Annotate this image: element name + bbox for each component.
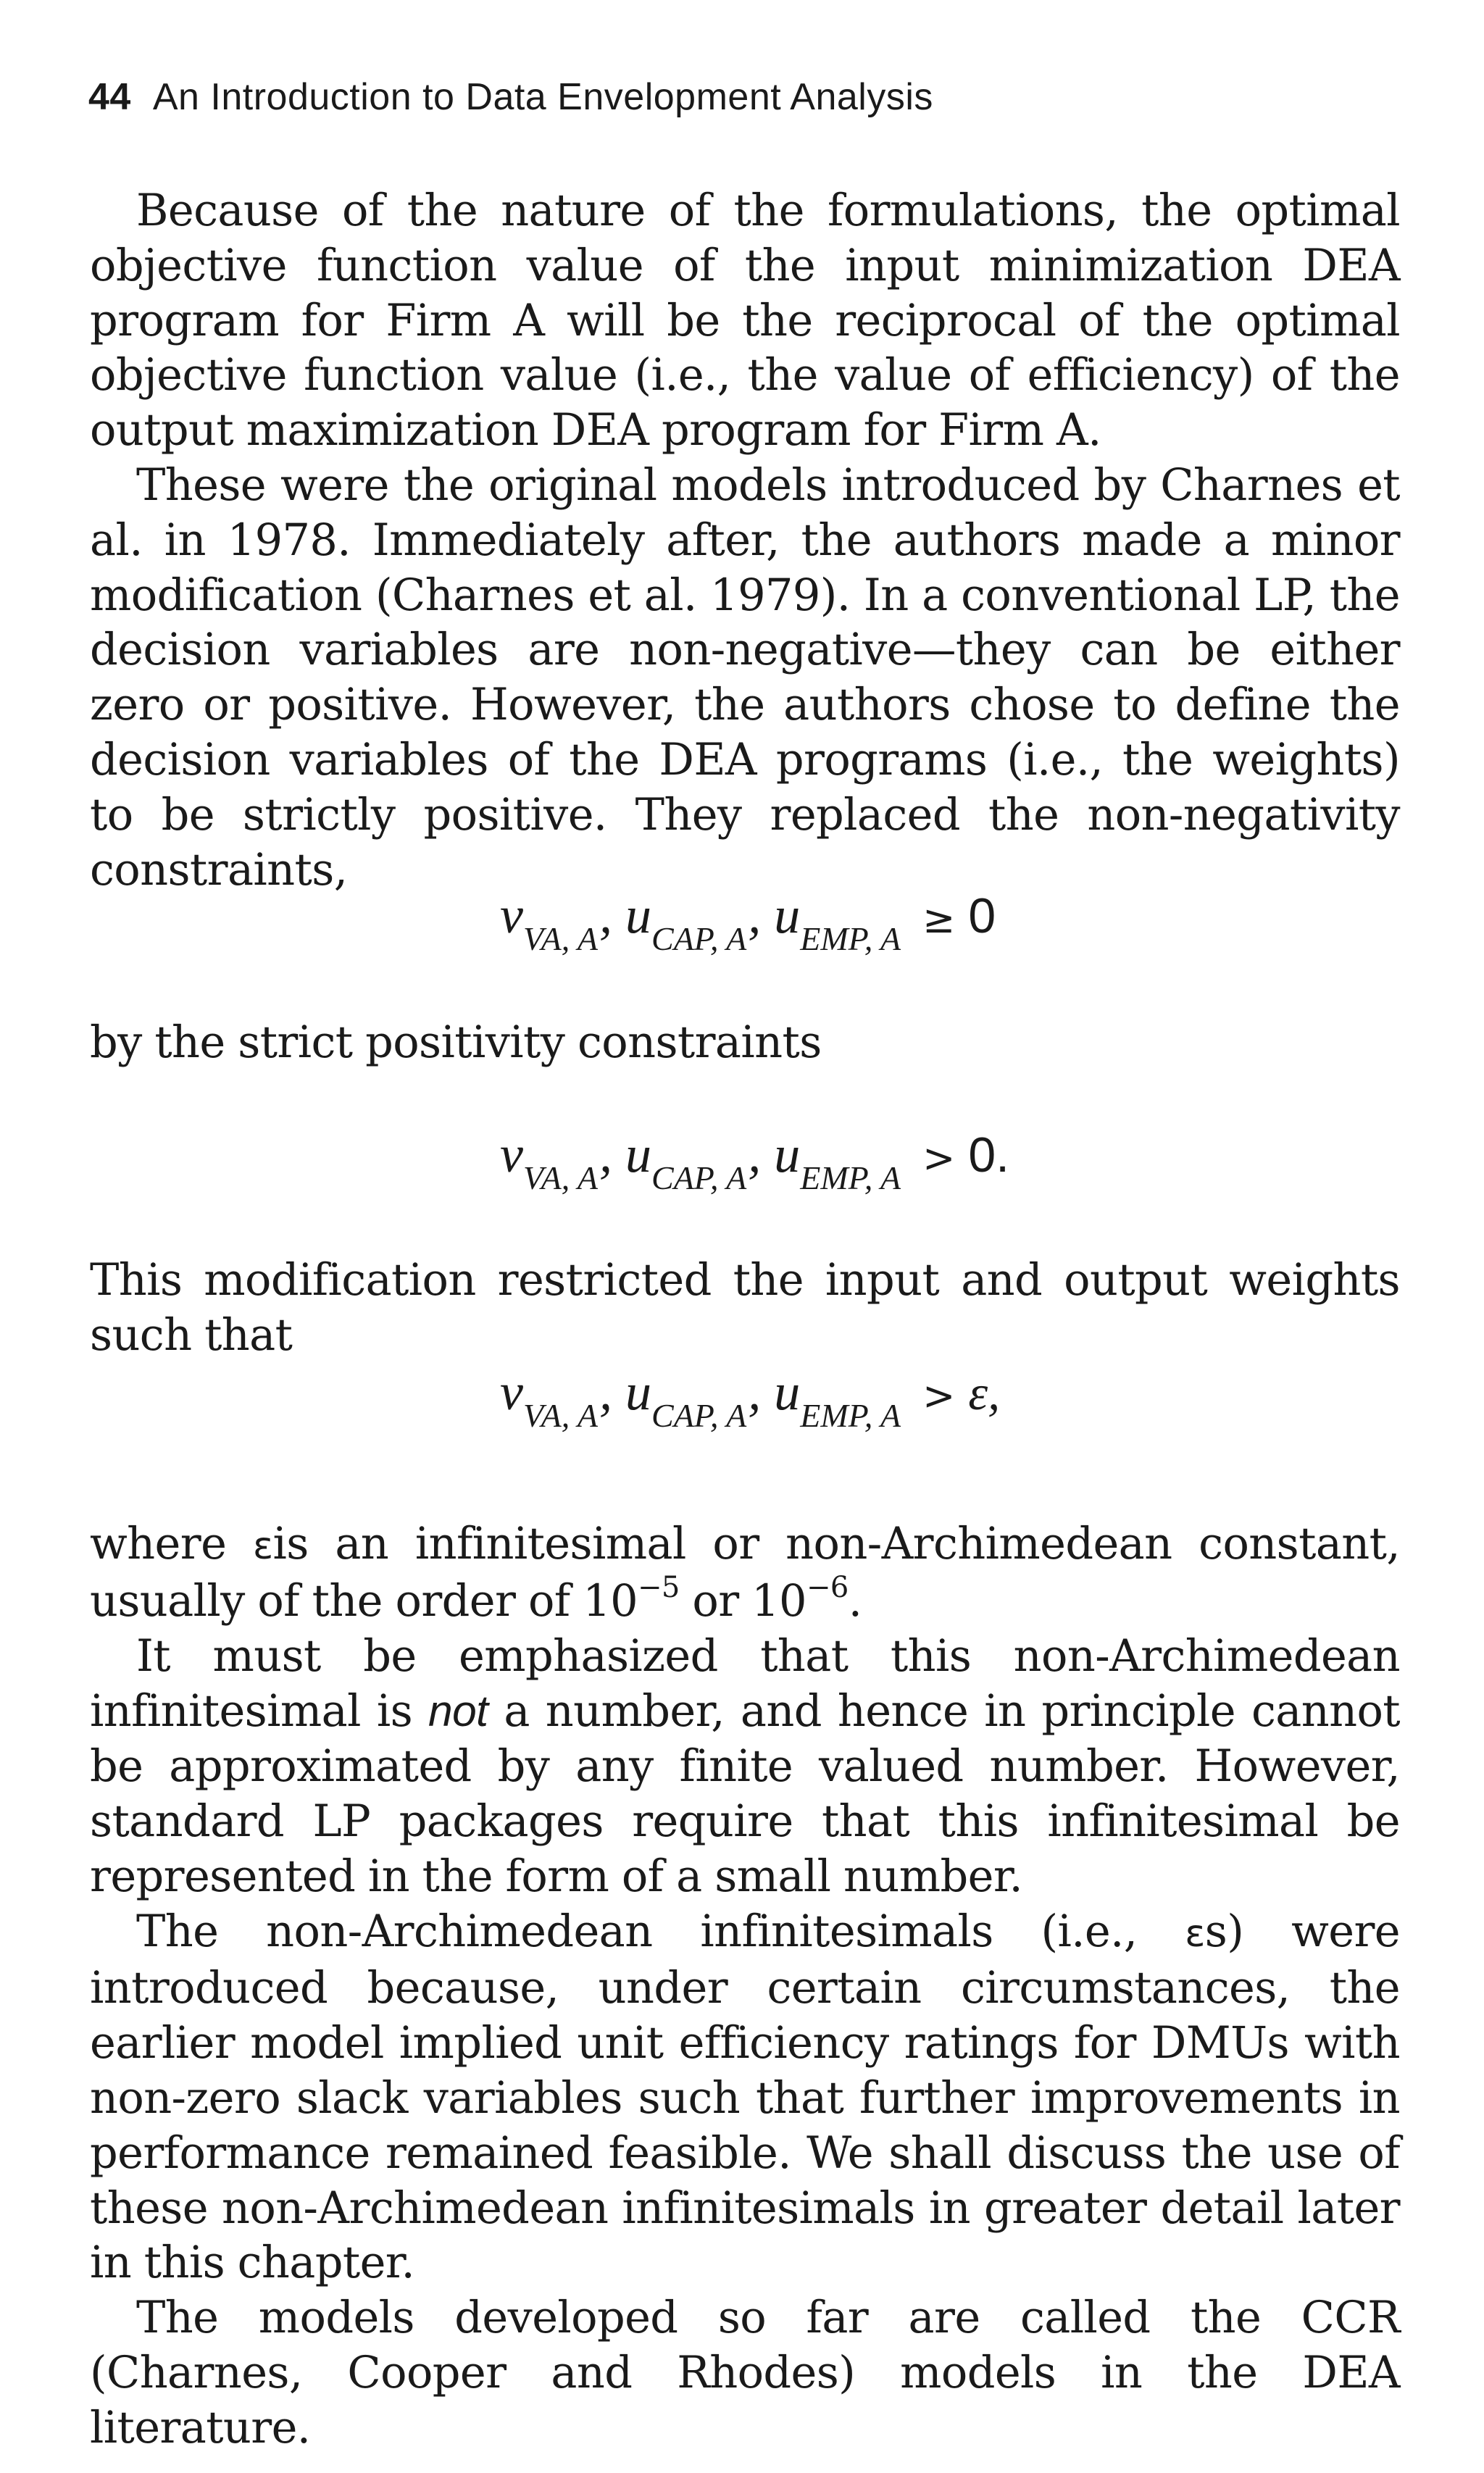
- text-between-1: [90, 1016, 1400, 1071]
- text-span: where: [90, 1519, 253, 1569]
- text-span: a number, and hence in principle cannot be approximated by any finite valued number. However, standard LP packages require that this infinitesimal be represented in the form of a small number.: [90, 1686, 1400, 1902]
- eq-rhs: 0.: [968, 1127, 1010, 1183]
- eq-comma: ,: [748, 1363, 762, 1421]
- text-span: .: [848, 1575, 862, 1627]
- eq-var-u: u: [625, 886, 652, 944]
- text-span: It must be emphasized that this non-Archimedean infinitesimal is: [90, 1630, 1400, 1738]
- paragraph-strict-positivity: by the strict positivity constraints: [90, 1017, 822, 1068]
- paragraph-not-a-number: [90, 1630, 1400, 1905]
- eq-rhs: ε,: [968, 1365, 1001, 1420]
- eq-var-v: v: [500, 1363, 523, 1421]
- text-block-1: [90, 184, 1400, 898]
- eq-comma: ,: [599, 1363, 613, 1421]
- eq-var-v: v: [500, 1125, 523, 1183]
- emphasis-not: not: [428, 1686, 488, 1736]
- eq-comma: ,: [748, 886, 762, 944]
- paragraph-original-models: These were the original models introduced by Charnes et al. in 1978. Immediately after, the authors made a minor modification (Charnes et al. 1979). In a conventional LP, the decision variables are non-negative—they can be either zero or positive. However, the authors chose to define the decision variables of the DEA programs (i.e., the weights) to be strictly positive. They replaced the non-negativity constraints,: [90, 459, 1400, 896]
- eq-sub-va: VA, A: [522, 1397, 599, 1434]
- eq-var-u: u: [774, 886, 801, 944]
- text-between-2: [90, 1254, 1400, 1364]
- exponent: −6: [806, 1570, 849, 1604]
- eq-var-u: u: [774, 1363, 801, 1421]
- paragraph-infinitesimals-introduced: [90, 1905, 1400, 2292]
- text-span: The non-Archimedean infinitesimals (i.e.,: [136, 1906, 1185, 1957]
- paragraph-reciprocal: Because of the nature of the formulations, the optimal objective function value of the input minimization DEA program for Firm A will be the reciprocal of the optimal objective function value (i.e., the value of efficiency) of the output maximization DEA program for Firm A.: [90, 185, 1400, 456]
- text-span: is an infinitesimal or non-Archimedean constant, usually of the order of 10: [90, 1519, 1400, 1627]
- paragraph-epsilon-definition: [90, 1517, 1400, 1630]
- eq-rhs: 0: [968, 888, 996, 943]
- epsilon-symbol: ε: [252, 1525, 273, 1568]
- epsilon-symbol: ε: [1185, 1911, 1205, 1956]
- paragraph-ccr-models: The models developed so far are called the CCR (Charnes, Cooper and Rhodes) models in the DEA literature.: [90, 2293, 1400, 2453]
- eq-sub-va: VA, A: [522, 920, 599, 957]
- paragraph-modification: This modification restricted the input and output weights such that: [90, 1255, 1400, 1361]
- page-number: 44: [88, 76, 131, 118]
- eq-sub-cap: CAP, A: [651, 920, 747, 957]
- eq-var-u: u: [774, 1125, 801, 1183]
- eq-sub-cap: CAP, A: [651, 1159, 747, 1196]
- eq-sub-emp: EMP, A: [800, 1397, 901, 1434]
- eq-sub-cap: CAP, A: [651, 1397, 747, 1434]
- eq-relation: ≥: [922, 896, 956, 942]
- eq-relation: >: [922, 1373, 956, 1419]
- eq-comma: ,: [599, 1125, 613, 1183]
- exponent: −5: [637, 1570, 680, 1604]
- eq-comma: ,: [748, 1125, 762, 1183]
- eq-relation: >: [922, 1135, 956, 1181]
- eq-sub-emp: EMP, A: [800, 1159, 901, 1196]
- eq-var-v: v: [500, 886, 523, 944]
- eq-sub-va: VA, A: [522, 1159, 599, 1196]
- running-header: [88, 75, 933, 119]
- eq-sub-emp: EMP, A: [800, 920, 901, 957]
- text-span: or 10: [679, 1575, 806, 1627]
- text-span: s) were introduced because, under certain circumstances, the earlier model implied unit efficiency ratings for DMUs with non-zero slack variables such that further improvements in performance remained feasible. We shall discuss the use of these non-Archimedean infinitesimals in greater detail later in this chapter.: [90, 1906, 1401, 2289]
- eq-var-u: u: [625, 1125, 652, 1183]
- eq-comma: ,: [599, 886, 613, 944]
- running-title: An Introduction to Data Envelopment Analysis: [152, 76, 933, 118]
- text-block-2: [90, 1517, 1400, 2456]
- eq-var-u: u: [625, 1363, 652, 1421]
